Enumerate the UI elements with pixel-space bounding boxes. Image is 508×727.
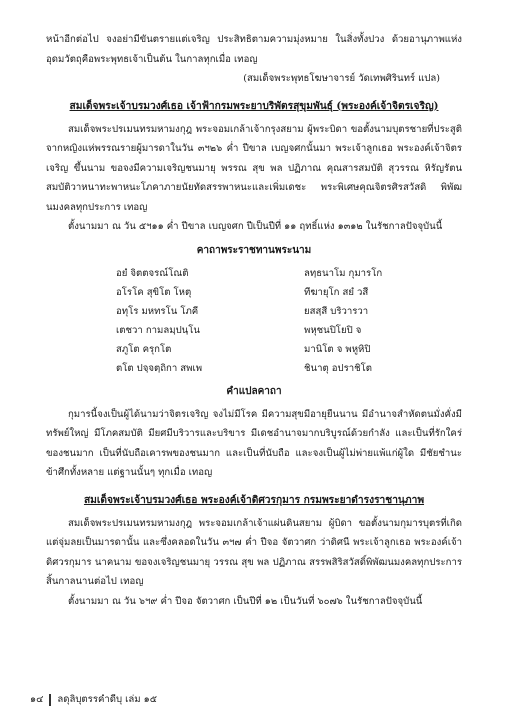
- naming-date-paragraph-2: ตั้งนามมา ณ วัน ๖ฯ๙ ค่ำ ปีจอ จัตวาศก เป็นปีที่ ๑๒ เป็นวันที่ ๖๐๗๖ ในรัชกาลปัจจุบันนี้: [68, 595, 423, 607]
- verse-line: ชินาตุ อปราชิโต: [304, 362, 373, 374]
- verse-line: พหุชนปิโยปิ จ: [304, 324, 362, 336]
- translator-attribution: (สมเด็จพระพุทธโฆษาจารย์ วัดเทพศิรินทร์ แปล): [243, 73, 440, 84]
- verse-heading: คาถาพระราชทานพระนาม: [196, 244, 312, 256]
- continued-paragraph: หน้าอีกต่อไป จงอย่ามีขันตรายแต่เจริญ ประสิทธิตามความมุ่งหมาย ในสิ่งทั้งปวง ด้วยอานุภาพแห่งอุดมวัตถุคือพระพุทธเจ้าเป็นต้น ในกาลทุกเมื่อ เทอญ: [46, 34, 462, 65]
- verse-line: ลทฺธนาโม กุมารโก: [304, 267, 383, 279]
- book-title: ลดุลิบุตรรคำดีบุ เล่ม ๑๕: [57, 694, 158, 705]
- section-heading-chitcharoen: สมเด็จพระเจ้าบรมวงศ์เธอ เจ้าฟ้ากรมพระยาบริพัตรสุขุมพันธุ์ (พระองค์เจ้าจิตรเจริญ): [69, 99, 439, 112]
- verse-line: เตชวา กามลมฺปนฺโน: [116, 324, 200, 336]
- verse-line: ตโต ปจฺจตฺถิกา สพเพ: [116, 362, 203, 374]
- verse-line: ยสสฺสี บริวารวา: [304, 305, 369, 317]
- verse-line: อทุโร มหทรโน โภคี: [116, 305, 199, 317]
- page-footer: [30, 692, 157, 707]
- verse-line: อยํ จิตตจรณ์โณติ: [116, 267, 189, 279]
- translation-paragraph: กุมารนี้จงเป็นผู้ได้นามว่าจิตรเจริญ จงไม่มีโรค มีความสุขมีอายุยืนนาน มีอำนาจสำหัดตนมั่งคั่งมีทรัพย์ใหญ่ มีโภคสมบัติ มียศมีบริวารและบริขาร มีเดชอำนาจมากบริบูรณ์ด้วยกำลัง และเป็นที่รักใคร่ของชนมาก เป็นที่นับถือเคารพของชนมาก และเป็นที่นับถือ และจงเป็นผู้ไม่พ่ายแพ้แก่ผู้ใด มีชัยชำนะข้าศึกทั้งหลาย แต่ฐานนั้นๆ ทุกเมื่อ เทอญ: [46, 408, 462, 478]
- verse-line: ทีฆายุโก สยํ วสี: [304, 286, 369, 298]
- verse-line: สภูโต ครุกโต: [116, 343, 172, 355]
- translation-heading: คำแปลคาถา: [226, 385, 282, 397]
- naming-proclamation-paragraph-2: สมเด็จพระปรเมนทรมหามงกุฎ พระจอมเกล้าเจ้าแผ่นดินสยาม ผู้บิดา ขอตั้งนามกุมารบุตรที่เกิดแต่จุ่มลยเป็นมารดานั้น และซึ่งคลอดในวัน ๓ฯ๗ ค่ำ ปีจอ จัตวาศก ว่าดิศนี พระเจ้าลูกเธอ พระองค์เจ้าดิศวรกุมาร นาคนาม ขอจงเจริญชนมายุ วรรณ สุข พล ปฏิภาณ สรรพสิริสวัสดิ์พิพัฒนมงคลทุกประการ สิ้นกาลนานต่อไป เทอญ: [46, 517, 462, 587]
- verse-line: มานิโต จ พหูหิปิ: [304, 343, 371, 355]
- verse-line: อโรโค สุขิโต โหตุ: [116, 286, 192, 298]
- verse-block: [108, 264, 448, 378]
- naming-date-paragraph: ตั้งนามมา ณ วัน ๕ฯ๑๑ ค่ำ ปีขาล เบญจศก ปีเป็นปีที่ ๑๑ ฤทธิ์แห่ง ๑๓๑๒ ในรัชกาลปัจจุบันนี้: [68, 221, 443, 232]
- page-number: ๑๔: [30, 694, 44, 705]
- naming-proclamation-paragraph: สมเด็จพระปรเมนทรมหามงกุฎ พระจอมเกล้าเจ้ากรุงสยาม ผู้พระบิดา ขอตั้งนามบุตรชายที่ประสูติ จากหญิงแห่พรรณรายผู้มารดาในวัน ๓ฯ๒๖ ค่ำ ปีขาล เบญจศกนั้นมา พระเจ้าลูกเธอ พระองค์เจ้าจิตรเจริญ ขึ้นนาม ขอจงมีความเจริญชนมายุ พรรณ สุข พล ปฏิภาณ คุณสารสมบัติ สุวรรณ หิรัญรัตนสมบัติวาหนาทะพาหนะโภคาภายนัยทัดสรรพาหนะและเพิ่มเดชะ พระพิเศษคุณจิตรศิรสวัสดิ พิพัฒนมงคลทุกประการ เทอญ: [46, 123, 462, 213]
- section-heading-damrong: สมเด็จพระเจ้าบรมวงศ์เธอ พระองค์เจ้าดิศวรกุมาร กรมพระยาดำรงราชานุภาพ: [83, 493, 425, 506]
- footer-divider: [49, 694, 51, 706]
